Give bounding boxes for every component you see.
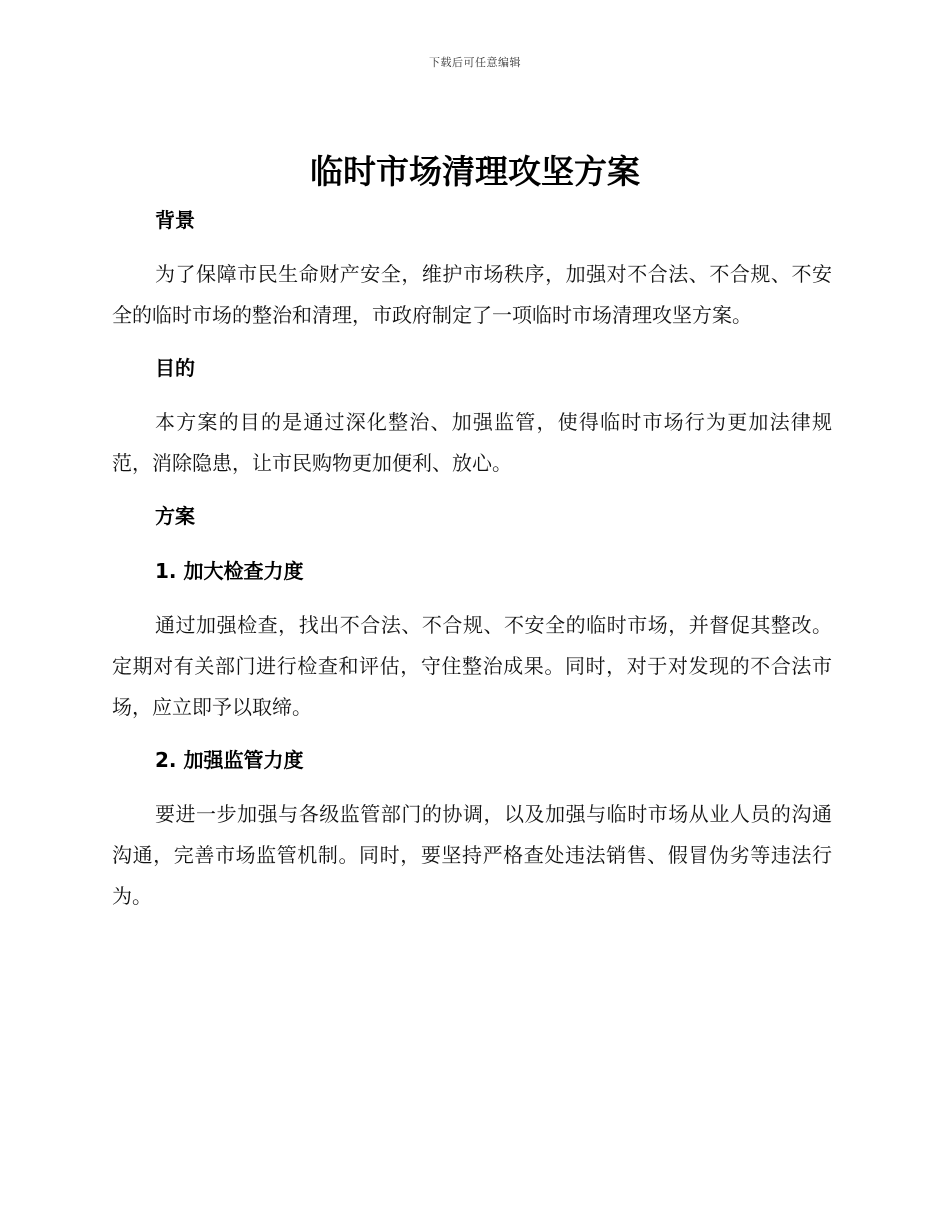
plan-item-text-2: 要进一步加强与各级监管部门的协调，以及加强与临时市场从业人员的沟通沟通，完善市场监管机制。同时，要坚持严格查处违法销售、假冒伪劣等违法行为。 (112, 802, 832, 908)
section-text-goal: 本方案的目的是通过深化整治、加强监管，使得临时市场行为更加法律规范，消除隐患，让市民购物更加便利、放心。 (112, 410, 832, 475)
header-note: 下载后可任意编辑 (429, 56, 521, 69)
section-text-background: 为了保障市民生命财产安全，维护市场秩序，加强对不合法、不合规、不安全的临时市场的整治和清理，市政府制定了一项临时市场清理攻坚方案。 (112, 262, 832, 327)
document-body (112, 200, 832, 917)
document-title: 临时市场清理攻坚方案 (310, 152, 640, 191)
plan-item-text-1: 通过加强检查，找出不合法、不合规、不安全的临时市场，并督促其整改。定期对有关部门进行检查和评估，守住整治成果。同时，对于对发现的不合法市场，应立即予以取缔。 (112, 613, 832, 719)
plan-item-heading-2: 2. 加强监管力度 (155, 748, 304, 772)
section-heading-plan: 方案 (155, 504, 195, 528)
section-heading-goal: 目的 (155, 356, 195, 380)
section-heading-background: 背景 (155, 208, 195, 232)
plan-item-heading-1: 1. 加大检查力度 (155, 559, 304, 583)
